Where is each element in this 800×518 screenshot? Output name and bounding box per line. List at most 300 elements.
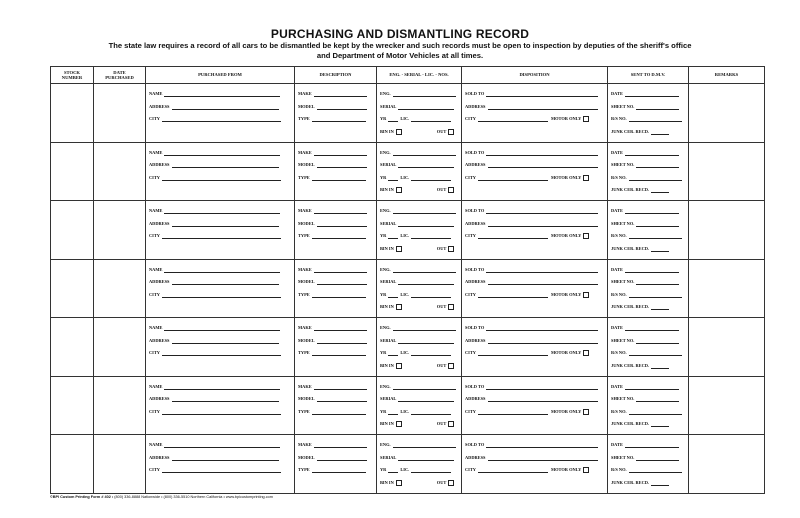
- disp-city-line[interactable]: [478, 350, 548, 356]
- motor-only-label: MOTOR ONLY: [550, 291, 582, 297]
- sold-to-label: SOLD TO: [465, 383, 485, 389]
- dmv-cell: [608, 142, 689, 201]
- yr-lic-field[interactable]: [380, 467, 461, 480]
- model-field[interactable]: [298, 279, 376, 292]
- eng-label: ENG.: [380, 266, 391, 272]
- type-label: TYPE: [298, 350, 310, 355]
- bin-in-checkbox[interactable]: [396, 129, 402, 135]
- disposition-cell: [462, 376, 608, 435]
- yr-label: YR: [380, 116, 387, 121]
- record-row: [51, 142, 765, 201]
- type-field[interactable]: [298, 409, 376, 422]
- make-label: MAKE: [298, 266, 312, 272]
- out-label: OUT: [436, 304, 447, 309]
- header-purchased-from: PURCHASED FROM: [146, 67, 295, 84]
- rs-no-label: R/S NO.: [611, 116, 627, 121]
- eng-label: ENG.: [380, 91, 391, 96]
- dmv-date-field[interactable]: [611, 384, 688, 397]
- dmv-date-label: DATE: [611, 442, 623, 447]
- city-label: CITY: [149, 408, 160, 414]
- serial-label: SERIAL: [380, 337, 397, 343]
- remarks-cell[interactable]: [689, 318, 765, 377]
- serial-label: SERIAL: [380, 162, 397, 167]
- make-label: MAKE: [298, 149, 312, 155]
- serial-field[interactable]: [380, 338, 461, 351]
- description-cell: [295, 142, 377, 201]
- rs-no-field[interactable]: [611, 292, 688, 305]
- dmv-date-label: DATE: [611, 208, 623, 213]
- name-field[interactable]: [149, 150, 294, 163]
- record-row: [51, 376, 765, 435]
- remarks-cell[interactable]: [689, 435, 765, 494]
- sheet-no-field[interactable]: [611, 338, 688, 351]
- bin-in-label: BIN IN: [380, 479, 394, 485]
- disposition-cell: [462, 318, 608, 377]
- city-label: CITY: [149, 350, 160, 355]
- bin-field: [380, 187, 461, 200]
- name-label: NAME: [149, 383, 163, 389]
- city-field[interactable]: [149, 175, 294, 188]
- make-field[interactable]: [298, 267, 376, 280]
- address-field[interactable]: [149, 104, 294, 117]
- model-label: MODEL: [298, 103, 315, 109]
- rs-no-field[interactable]: [611, 116, 688, 129]
- junk-cer-field[interactable]: [611, 129, 688, 142]
- name-label: NAME: [149, 91, 163, 96]
- disp-city-label: CITY: [465, 408, 476, 414]
- dmv-cell: [608, 318, 689, 377]
- lic-label: LIC.: [400, 116, 410, 121]
- dmv-date-field[interactable]: [611, 442, 688, 455]
- yr-lic-field[interactable]: [380, 175, 461, 188]
- lic-label: LIC.: [400, 233, 410, 238]
- purchased-from-cell: [146, 142, 295, 201]
- motor-only-checkbox[interactable]: [583, 116, 589, 122]
- footer-contact: • (800) 336-8888 Nationwide • (800) 336-5510 Northern California • www.bpicustomprinting.com: [110, 495, 273, 499]
- address-field[interactable]: [149, 396, 294, 409]
- yr-lic-field[interactable]: [380, 409, 461, 422]
- disp-address-field[interactable]: [465, 455, 607, 468]
- eng-field[interactable]: [380, 267, 461, 280]
- bin-in-checkbox[interactable]: [396, 187, 402, 193]
- yr-lic-field[interactable]: [380, 116, 461, 129]
- disp-city-line[interactable]: [478, 409, 548, 415]
- date-purchased-cell[interactable]: [94, 201, 146, 260]
- motor-only-checkbox[interactable]: [583, 233, 589, 239]
- remarks-cell[interactable]: [689, 376, 765, 435]
- address-label: ADDRESS: [149, 454, 170, 460]
- sold-to-label: SOLD TO: [465, 208, 485, 213]
- serial-field[interactable]: [380, 396, 461, 409]
- type-label: TYPE: [298, 408, 310, 414]
- type-field[interactable]: [298, 175, 376, 188]
- motor-only-checkbox[interactable]: [583, 467, 589, 473]
- name-label: NAME: [149, 442, 163, 447]
- dmv-date-field[interactable]: [611, 208, 688, 221]
- bin-in-label: BIN IN: [380, 362, 394, 368]
- bin-in-checkbox[interactable]: [396, 480, 402, 486]
- city-field[interactable]: [149, 350, 294, 363]
- name-field[interactable]: [149, 267, 294, 280]
- city-field[interactable]: [149, 467, 294, 480]
- disp-city-label: CITY: [465, 116, 476, 121]
- model-field[interactable]: [298, 338, 376, 351]
- out-label: OUT: [436, 245, 447, 251]
- make-label: MAKE: [298, 325, 312, 330]
- form-title: PURCHASING AND DISMANTLING RECORD: [270, 27, 530, 41]
- junk-cer-label: JUNK CER. RECD.: [611, 304, 650, 309]
- sheet-no-label: SHEET NO.: [611, 162, 635, 167]
- disposition-cell: [462, 142, 608, 201]
- eng-serial-cell: [377, 435, 462, 494]
- disp-city-label: CITY: [465, 233, 476, 238]
- stock-number-cell[interactable]: [51, 84, 94, 143]
- stock-number-cell[interactable]: [51, 318, 94, 377]
- out-label: OUT: [436, 421, 447, 426]
- disp-address-field[interactable]: [465, 338, 607, 351]
- disp-address-label: ADDRESS: [465, 396, 486, 401]
- header-description: DESCRIPTION: [295, 67, 377, 84]
- out-label: OUT: [436, 187, 447, 192]
- dmv-cell: [608, 376, 689, 435]
- disp-city-motor-field: [465, 233, 607, 246]
- junk-cer-field[interactable]: [611, 480, 688, 493]
- disp-city-motor-field: [465, 292, 607, 305]
- make-label: MAKE: [298, 91, 312, 96]
- city-field[interactable]: [149, 292, 294, 305]
- sold-to-label: SOLD TO: [465, 149, 485, 155]
- type-label: TYPE: [298, 116, 310, 121]
- disp-city-motor-field: [465, 409, 607, 422]
- stock-number-cell[interactable]: [51, 201, 94, 260]
- model-field[interactable]: [298, 221, 376, 234]
- disp-city-line[interactable]: [478, 233, 548, 239]
- record-row: [51, 84, 765, 143]
- motor-only-checkbox[interactable]: [583, 175, 589, 181]
- address-field[interactable]: [149, 279, 294, 292]
- serial-label: SERIAL: [380, 220, 397, 226]
- date-purchased-cell[interactable]: [94, 142, 146, 201]
- disp-address-field[interactable]: [465, 396, 607, 409]
- serial-field[interactable]: [380, 104, 461, 117]
- make-field[interactable]: [298, 208, 376, 221]
- stock-number-cell[interactable]: [51, 142, 94, 201]
- model-field[interactable]: [298, 162, 376, 175]
- header-remarks: REMARKS: [689, 67, 765, 84]
- city-label: CITY: [149, 467, 160, 472]
- record-row: [51, 318, 765, 377]
- eng-field[interactable]: [380, 91, 461, 104]
- stock-number-cell[interactable]: [51, 435, 94, 494]
- yr-label: YR: [380, 291, 387, 297]
- dmv-date-field[interactable]: [611, 91, 688, 104]
- rs-no-field[interactable]: [611, 467, 688, 480]
- city-field[interactable]: [149, 409, 294, 422]
- disp-address-field[interactable]: [465, 221, 607, 234]
- remarks-cell[interactable]: [689, 201, 765, 260]
- form-subtitle: [0, 41, 800, 60]
- sold-to-field[interactable]: [465, 267, 607, 280]
- bin-field: [380, 480, 461, 493]
- remarks-cell[interactable]: [689, 142, 765, 201]
- sheet-no-label: SHEET NO.: [611, 279, 635, 284]
- disp-address-field[interactable]: [465, 162, 607, 175]
- disp-city-line[interactable]: [478, 467, 548, 473]
- stock-number-cell[interactable]: [51, 259, 94, 318]
- disposition-cell: [462, 201, 608, 260]
- disp-city-motor-field: [465, 175, 607, 188]
- rs-no-field[interactable]: [611, 233, 688, 246]
- motor-only-label: MOTOR ONLY: [550, 350, 582, 355]
- serial-field[interactable]: [380, 455, 461, 468]
- header-eng-serial: ENG. - SERIAL - LIC. - NOS.: [377, 67, 462, 84]
- disp-city-label: CITY: [465, 467, 476, 472]
- header-date-purchased: [94, 67, 146, 84]
- header-stock-number: [51, 67, 94, 84]
- lic-label: LIC.: [400, 291, 410, 297]
- type-label: TYPE: [298, 291, 310, 297]
- junk-cer-label: JUNK CER. RECD.: [611, 362, 650, 368]
- address-field[interactable]: [149, 221, 294, 234]
- yr-label: YR: [380, 233, 387, 238]
- make-label: MAKE: [298, 208, 312, 213]
- type-field[interactable]: [298, 467, 376, 480]
- type-field[interactable]: [298, 233, 376, 246]
- junk-cer-field[interactable]: [611, 421, 688, 434]
- header-dmv: SENT TO D.M.V.: [608, 67, 689, 84]
- motor-only-label: MOTOR ONLY: [550, 467, 582, 472]
- rs-no-field[interactable]: [611, 409, 688, 422]
- record-table: [50, 66, 765, 494]
- name-field[interactable]: [149, 442, 294, 455]
- yr-label: YR: [380, 467, 387, 472]
- make-label: MAKE: [298, 442, 312, 447]
- out-label: OUT: [436, 362, 447, 368]
- make-field[interactable]: [298, 325, 376, 338]
- city-field[interactable]: [149, 116, 294, 129]
- dmv-date-label: DATE: [611, 266, 623, 272]
- eng-field[interactable]: [380, 208, 461, 221]
- dmv-date-field[interactable]: [611, 267, 688, 280]
- footer-brand: ©BPI Custom Printing Form # 402: [50, 495, 111, 499]
- bin-in-checkbox[interactable]: [396, 246, 402, 252]
- eng-field[interactable]: [380, 384, 461, 397]
- header-row: [51, 67, 765, 84]
- sheet-no-label: SHEET NO.: [611, 220, 635, 226]
- eng-label: ENG.: [380, 149, 391, 155]
- description-cell: [295, 376, 377, 435]
- address-field[interactable]: [149, 455, 294, 468]
- out-checkbox[interactable]: [448, 187, 454, 193]
- address-field[interactable]: [149, 162, 294, 175]
- motor-only-checkbox[interactable]: [583, 409, 589, 415]
- disp-address-field[interactable]: [465, 104, 607, 117]
- address-label: ADDRESS: [149, 103, 170, 109]
- date-purchased-cell[interactable]: [94, 84, 146, 143]
- junk-cer-field[interactable]: [611, 304, 688, 317]
- serial-field[interactable]: [380, 162, 461, 175]
- bin-in-label: BIN IN: [380, 421, 394, 426]
- serial-field[interactable]: [380, 221, 461, 234]
- serial-field[interactable]: [380, 279, 461, 292]
- junk-cer-field[interactable]: [611, 187, 688, 200]
- rs-no-field[interactable]: [611, 350, 688, 363]
- bin-in-label: BIN IN: [380, 245, 394, 251]
- header-stock-line1: STOCK: [64, 69, 80, 75]
- junk-cer-label: JUNK CER. RECD.: [611, 421, 650, 426]
- out-checkbox[interactable]: [448, 363, 454, 369]
- sold-to-label: SOLD TO: [465, 91, 485, 96]
- model-field[interactable]: [298, 396, 376, 409]
- sheet-no-field[interactable]: [611, 455, 688, 468]
- yr-lic-field[interactable]: [380, 350, 461, 363]
- junk-cer-field[interactable]: [611, 363, 688, 376]
- yr-lic-field[interactable]: [380, 292, 461, 305]
- sheet-no-label: SHEET NO.: [611, 396, 635, 401]
- bin-field: [380, 421, 461, 434]
- eng-field[interactable]: [380, 150, 461, 163]
- sold-to-field[interactable]: [465, 91, 607, 104]
- sold-to-field[interactable]: [465, 150, 607, 163]
- type-field[interactable]: [298, 292, 376, 305]
- eng-field[interactable]: [380, 325, 461, 338]
- eng-serial-cell: [377, 318, 462, 377]
- address-field[interactable]: [149, 338, 294, 351]
- model-field[interactable]: [298, 104, 376, 117]
- out-checkbox[interactable]: [448, 129, 454, 135]
- make-field[interactable]: [298, 91, 376, 104]
- eng-field[interactable]: [380, 442, 461, 455]
- disp-city-line[interactable]: [478, 292, 548, 298]
- type-field[interactable]: [298, 116, 376, 129]
- junk-cer-label: JUNK CER. RECD.: [611, 479, 650, 485]
- date-purchased-cell[interactable]: [94, 318, 146, 377]
- header-date-line1: DATE: [113, 69, 126, 75]
- make-field[interactable]: [298, 150, 376, 163]
- date-purchased-cell[interactable]: [94, 259, 146, 318]
- motor-only-checkbox[interactable]: [583, 292, 589, 298]
- name-field[interactable]: [149, 384, 294, 397]
- eng-serial-cell: [377, 84, 462, 143]
- eng-serial-cell: [377, 376, 462, 435]
- sold-to-field[interactable]: [465, 325, 607, 338]
- out-checkbox[interactable]: [448, 480, 454, 486]
- motor-only-checkbox[interactable]: [583, 350, 589, 356]
- serial-label: SERIAL: [380, 279, 397, 284]
- date-purchased-cell[interactable]: [94, 435, 146, 494]
- date-purchased-cell[interactable]: [94, 376, 146, 435]
- sheet-no-field[interactable]: [611, 221, 688, 234]
- bin-in-checkbox[interactable]: [396, 363, 402, 369]
- address-label: ADDRESS: [149, 396, 170, 401]
- model-label: MODEL: [298, 220, 315, 226]
- city-label: CITY: [149, 233, 160, 238]
- disp-address-label: ADDRESS: [465, 220, 486, 226]
- dmv-date-label: DATE: [611, 149, 623, 155]
- disposition-cell: [462, 259, 608, 318]
- sheet-no-field[interactable]: [611, 396, 688, 409]
- city-field[interactable]: [149, 233, 294, 246]
- lic-label: LIC.: [400, 467, 410, 472]
- sold-to-label: SOLD TO: [465, 325, 485, 330]
- header-stock-line2: NUMBER: [61, 75, 83, 80]
- lic-label: LIC.: [400, 350, 410, 355]
- bin-field: [380, 246, 461, 259]
- purchased-from-cell: [146, 259, 295, 318]
- yr-label: YR: [380, 350, 387, 355]
- dmv-date-field[interactable]: [611, 325, 688, 338]
- out-checkbox[interactable]: [448, 246, 454, 252]
- model-label: MODEL: [298, 454, 315, 460]
- remarks-cell[interactable]: [689, 84, 765, 143]
- sold-to-field[interactable]: [465, 384, 607, 397]
- eng-serial-cell: [377, 259, 462, 318]
- stock-number-cell[interactable]: [51, 376, 94, 435]
- record-row: [51, 259, 765, 318]
- disp-city-line[interactable]: [478, 116, 548, 122]
- type-label: TYPE: [298, 174, 310, 180]
- disp-address-label: ADDRESS: [465, 337, 486, 343]
- sheet-no-field[interactable]: [611, 162, 688, 175]
- disposition-cell: [462, 435, 608, 494]
- disp-city-label: CITY: [465, 291, 476, 297]
- dmv-date-label: DATE: [611, 91, 623, 96]
- dmv-date-field[interactable]: [611, 150, 688, 163]
- eng-label: ENG.: [380, 325, 391, 330]
- bin-in-checkbox[interactable]: [396, 421, 402, 427]
- sheet-no-field[interactable]: [611, 104, 688, 117]
- rs-no-label: R/S NO.: [611, 350, 627, 355]
- sold-to-field[interactable]: [465, 208, 607, 221]
- name-field[interactable]: [149, 325, 294, 338]
- junk-cer-label: JUNK CER. RECD.: [611, 128, 650, 134]
- name-field[interactable]: [149, 208, 294, 221]
- junk-cer-label: JUNK CER. RECD.: [611, 245, 650, 251]
- eng-serial-cell: [377, 142, 462, 201]
- out-checkbox[interactable]: [448, 304, 454, 310]
- sheet-no-label: SHEET NO.: [611, 454, 635, 460]
- disp-address-label: ADDRESS: [465, 279, 486, 284]
- sold-to-field[interactable]: [465, 442, 607, 455]
- disp-city-line[interactable]: [478, 175, 548, 181]
- purchased-from-cell: [146, 201, 295, 260]
- sheet-no-field[interactable]: [611, 279, 688, 292]
- bin-in-checkbox[interactable]: [396, 304, 402, 310]
- description-cell: [295, 435, 377, 494]
- disp-address-field[interactable]: [465, 279, 607, 292]
- sold-to-label: SOLD TO: [465, 266, 485, 272]
- address-label: ADDRESS: [149, 337, 170, 343]
- type-field[interactable]: [298, 350, 376, 363]
- out-label: OUT: [436, 128, 447, 134]
- serial-label: SERIAL: [380, 454, 397, 460]
- subtitle-line-1: The state law requires a record of all cars to be dismantled be kept by the wrecker and such records must be open to inspection by deputies of the sheriff's office: [108, 41, 692, 50]
- name-label: NAME: [149, 149, 163, 155]
- motor-only-label: MOTOR ONLY: [550, 408, 582, 414]
- junk-cer-field[interactable]: [611, 246, 688, 259]
- make-field[interactable]: [298, 384, 376, 397]
- remarks-cell[interactable]: [689, 259, 765, 318]
- model-field[interactable]: [298, 455, 376, 468]
- make-field[interactable]: [298, 442, 376, 455]
- name-field[interactable]: [149, 91, 294, 104]
- yr-lic-field[interactable]: [380, 233, 461, 246]
- out-checkbox[interactable]: [448, 421, 454, 427]
- purchased-from-cell: [146, 84, 295, 143]
- yr-label: YR: [380, 174, 387, 180]
- rs-no-field[interactable]: [611, 175, 688, 188]
- name-label: NAME: [149, 208, 163, 213]
